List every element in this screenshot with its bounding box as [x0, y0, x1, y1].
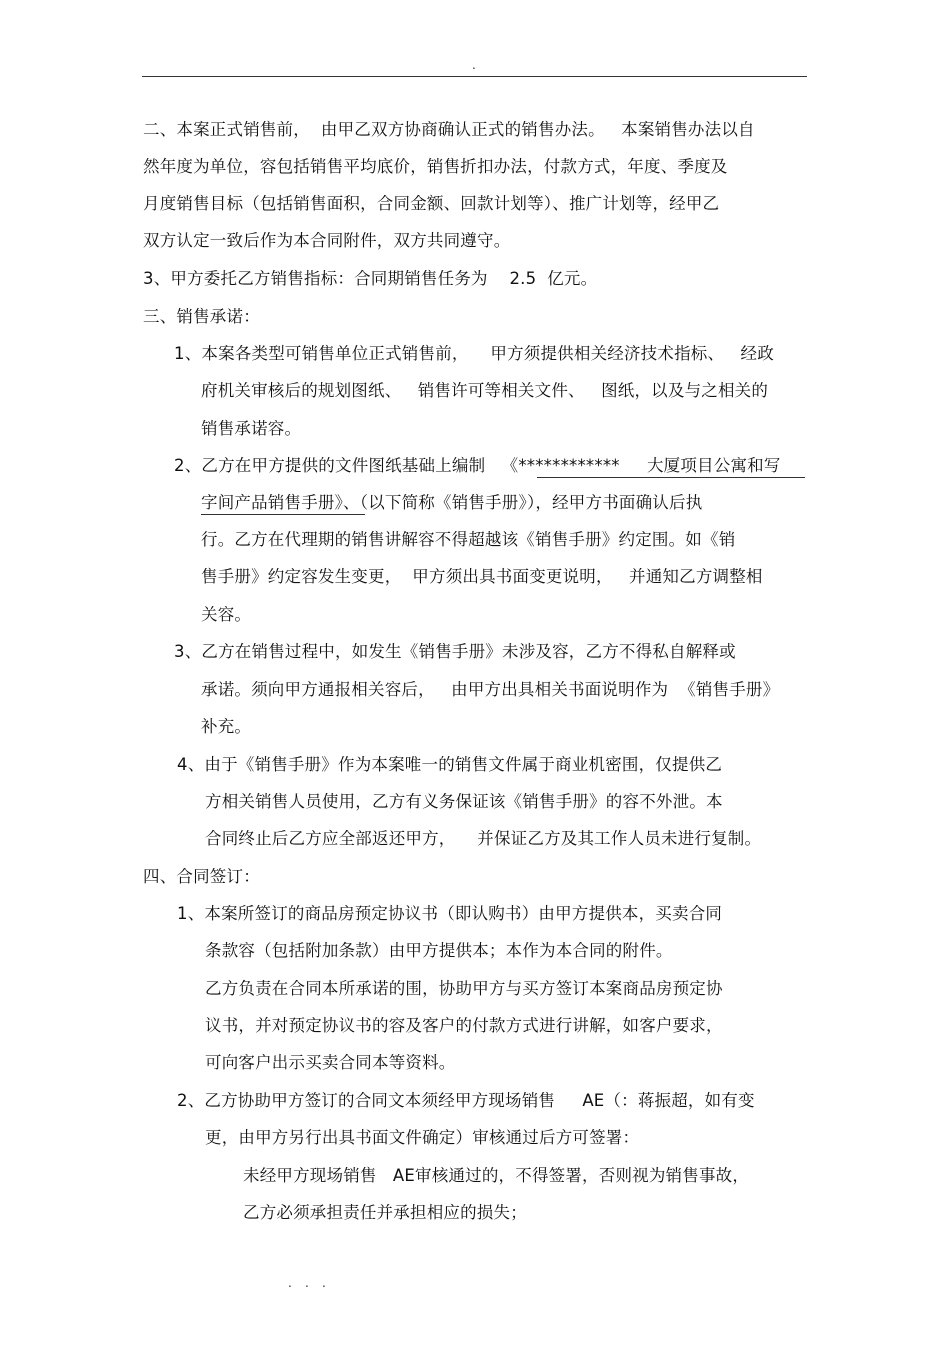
- text-line: 行。乙方在代理期的销售讲解容不得超越该《销售手册》约定围。如《销: [201, 530, 736, 549]
- text-line: 字间产品销售手册》、（以下简称《销售手册》），经甲方书面确认后执: [201, 493, 703, 512]
- text-line: 条款容（包括附加条款）由甲方提供本；本作为本合同的附件。: [205, 941, 673, 960]
- text-line: 府机关审核后的规划图纸、 销售许可等相关文件、 图纸，以及与之相关的: [201, 381, 769, 400]
- text-line: 月度销售目标（包括销售面积，合同金额、回款计划等）、推广计划等，经甲乙: [143, 194, 720, 213]
- footer-mark: .: [288, 1276, 292, 1290]
- text-line: 售手册》约定容发生变更， 甲方须出具书面变更说明， 并通知乙方调整相: [201, 567, 763, 586]
- title-underline: [201, 514, 365, 515]
- text-line: 3、甲方委托乙方销售指标：合同期销售任务为 2.5 亿元。: [143, 269, 598, 288]
- text-line: 3、乙方在销售过程中，如发生《销售手册》未涉及容，乙方不得私自解释或: [174, 642, 736, 661]
- text-line: 1、本案各类型可销售单位正式销售前， 甲方须提供相关经济技术指标、 经政: [174, 344, 774, 363]
- header-rule: [142, 76, 807, 77]
- text-line: 三、销售承诺：: [143, 307, 260, 326]
- text-line: 关容。: [201, 605, 252, 624]
- text-line: 议书，并对预定协议书的容及客户的付款方式进行讲解，如客户要求，: [205, 1016, 723, 1035]
- text-line: 未经甲方现场销售 AE审核通过的，不得签署，否则视为销售事故，: [243, 1166, 750, 1185]
- header-mark: .: [472, 58, 476, 72]
- text-line: 可向客户出示买卖合同本等资料。: [205, 1053, 456, 1072]
- text-line: 1、本案所签订的商品房预定协议书（即认购书）由甲方提供本，买卖合同: [177, 904, 723, 923]
- text-line: 销售承诺容。: [201, 419, 302, 438]
- text-line: 然年度为单位，容包括销售平均底价，销售折扣办法，付款方式，年度、季度及: [143, 157, 728, 176]
- text-line: 更，由甲方另行出具书面文件确定）审核通过后方可签署：: [205, 1128, 640, 1147]
- footer-mark: .: [322, 1276, 326, 1290]
- text-line: 承诺。须向甲方通报相关容后， 由甲方出具相关书面说明作为 《销售手册》: [201, 680, 780, 699]
- text-line: 合同终止后乙方应全部返还甲方， 并保证乙方及其工作人员未进行复制。: [205, 829, 762, 848]
- text-line: 2、乙方在甲方提供的文件图纸基础上编制 《************ 大厦项目公寓和写: [174, 456, 781, 475]
- text-line: 四、合同签订：: [143, 867, 260, 886]
- text-line: 双方认定一致后作为本合同附件，双方共同遵守。: [143, 231, 511, 250]
- text-line: 乙方负责在合同本所承诺的围，协助甲方与买方签订本案商品房预定协: [205, 979, 723, 998]
- text-line: 2、乙方协助甲方签订的合同文本须经甲方现场销售 AE（：蒋振超，如有变: [177, 1091, 755, 1110]
- text-line: 补充。: [201, 717, 252, 736]
- text-line: 方相关销售人员使用，乙方有义务保证该《销售手册》的容不外泄。本: [205, 792, 723, 811]
- text-line: 4、由于《销售手册》作为本案唯一的销售文件属于商业机密围，仅提供乙: [177, 755, 723, 774]
- title-underline: [537, 477, 805, 478]
- footer-mark: .: [305, 1276, 309, 1290]
- text-line: 乙方必须承担责任并承担相应的损失；: [243, 1203, 527, 1222]
- text-line: 二、本案正式销售前， 由甲乙双方协商确认正式的销售办法。 本案销售办法以自: [143, 120, 755, 139]
